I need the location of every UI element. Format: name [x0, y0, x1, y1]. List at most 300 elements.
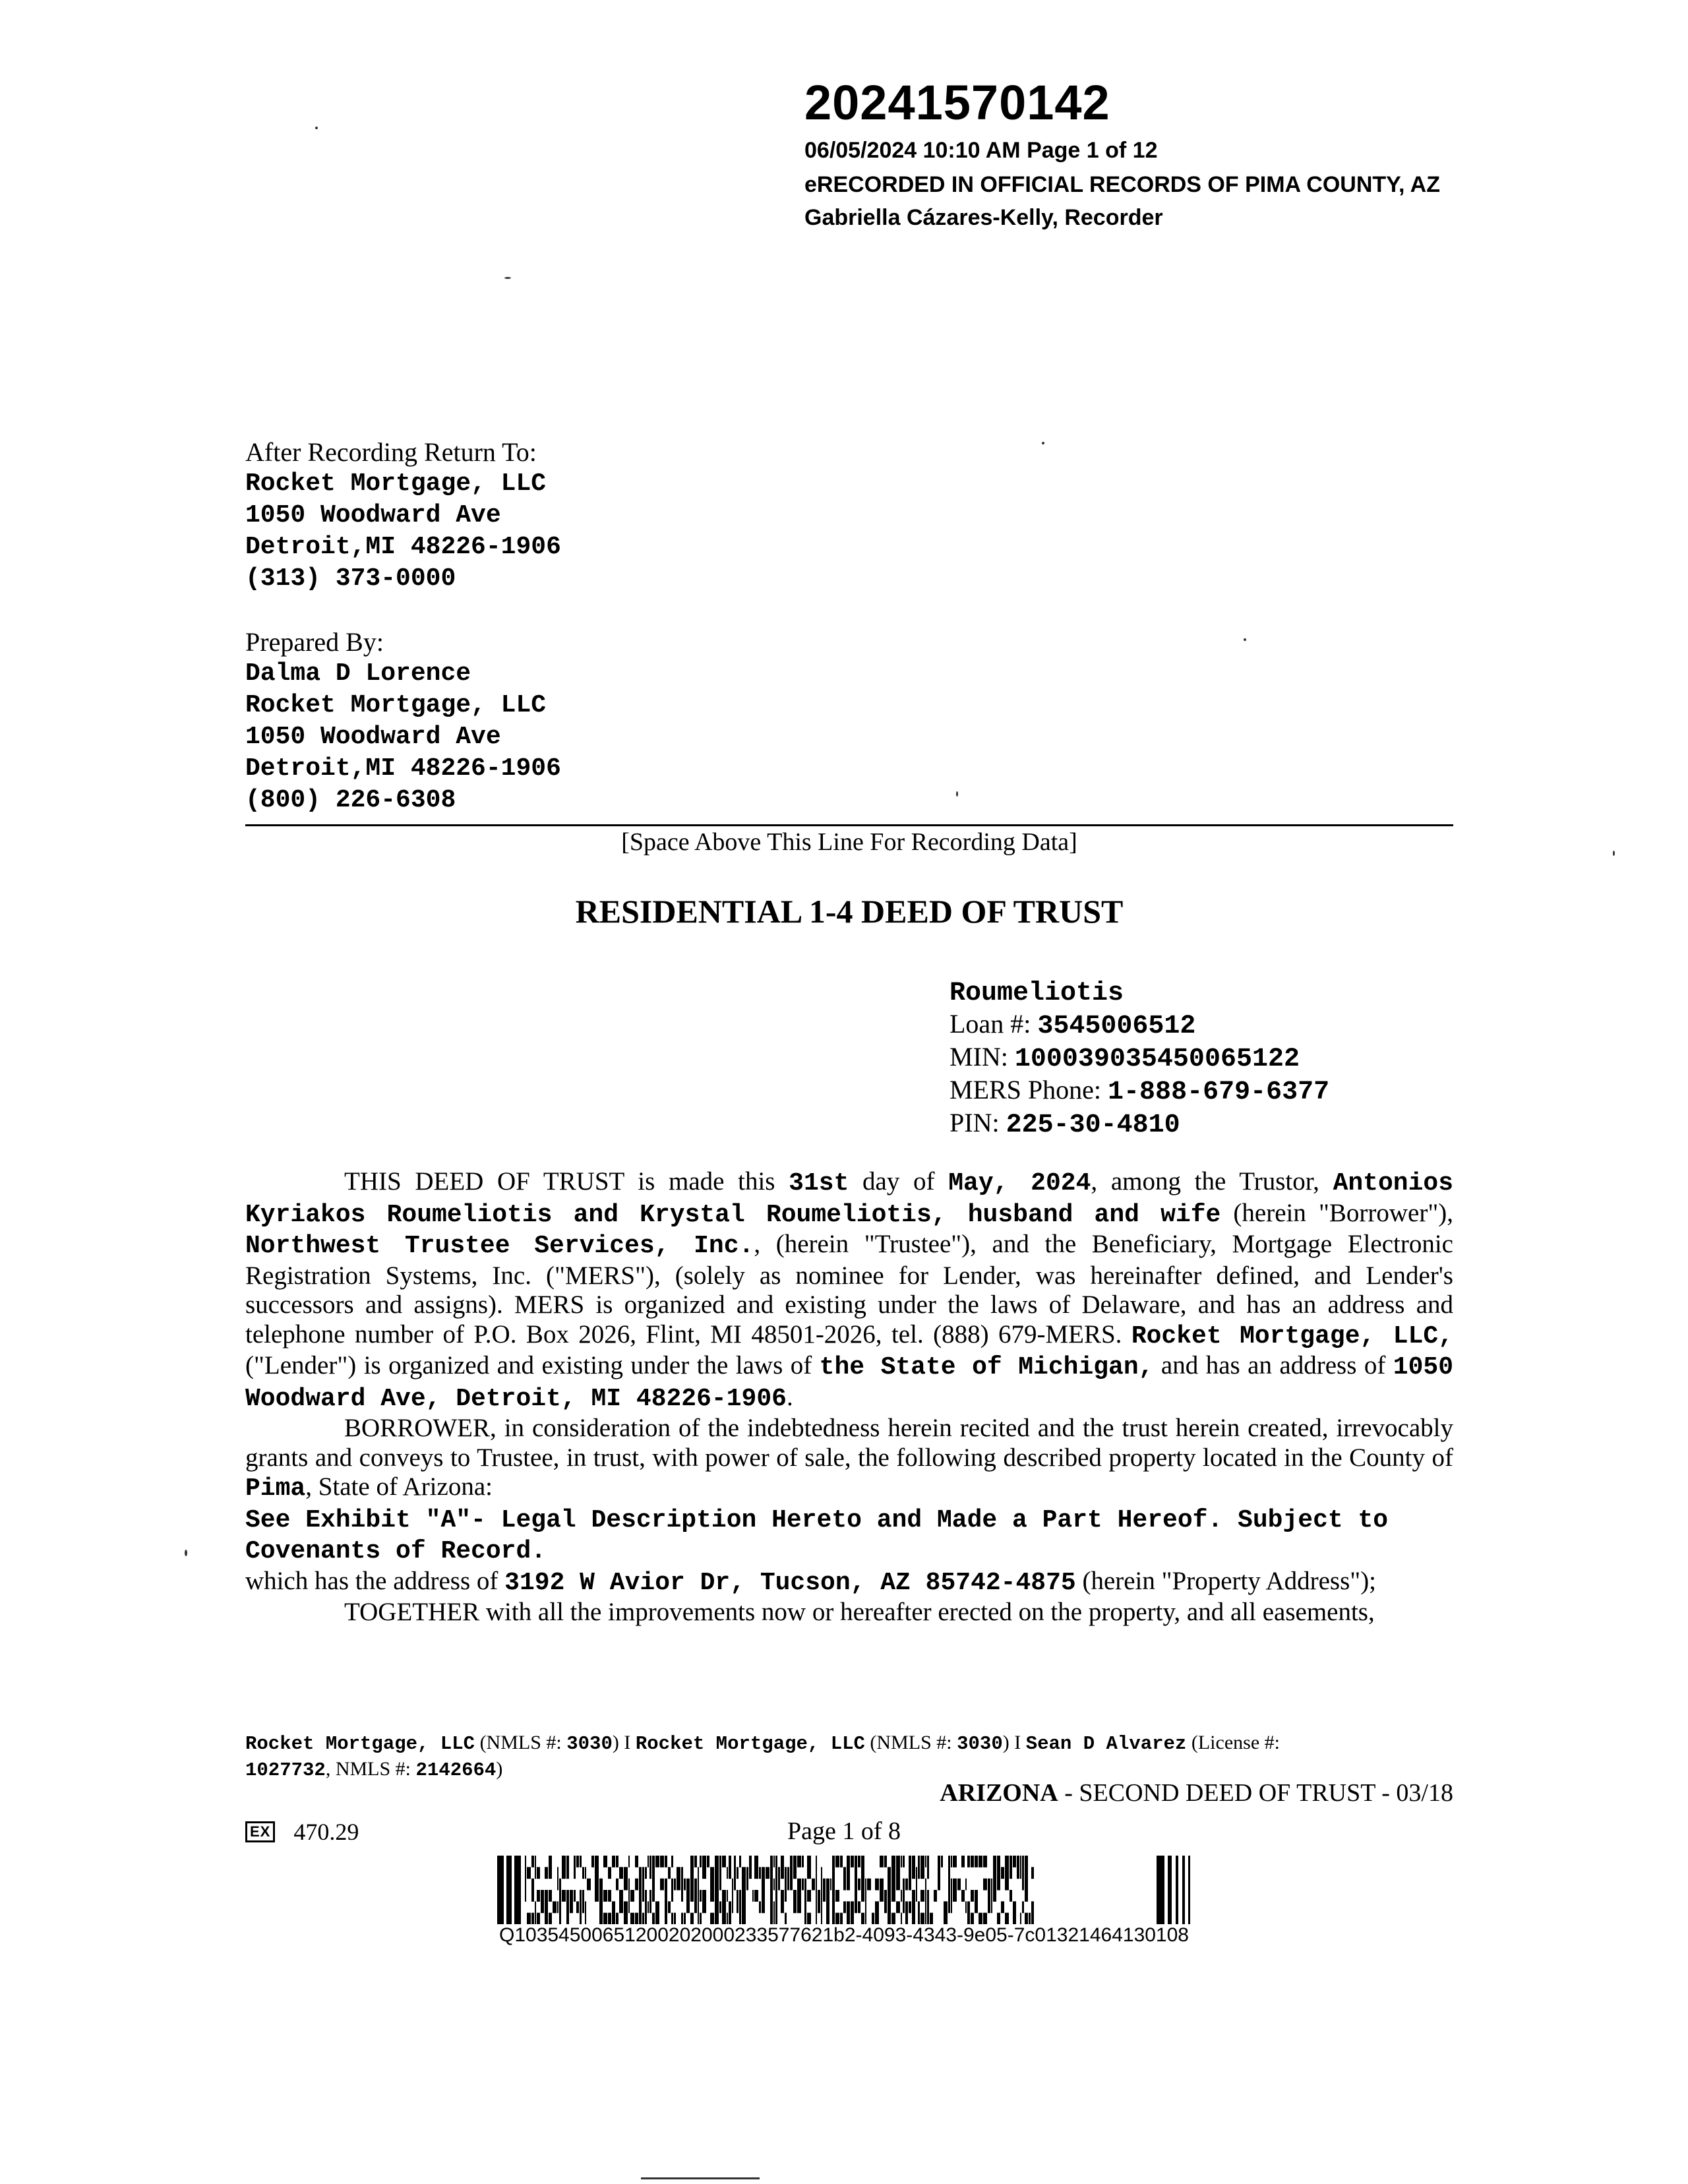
- barcode-bar: [648, 1856, 649, 1867]
- barcode-bar: [818, 1901, 820, 1913]
- barcode-bar: [531, 1890, 534, 1902]
- barcode-bar: [909, 1856, 911, 1867]
- barcode-bar: [775, 1901, 777, 1913]
- barcode-bar: [649, 1890, 651, 1902]
- footer-text: ) I: [612, 1732, 636, 1753]
- barcode-bar: [975, 1890, 978, 1902]
- barcode-bar: [645, 1890, 647, 1902]
- barcode-bar: [719, 1867, 721, 1879]
- barcode-bar: [649, 1867, 651, 1879]
- barcode-bar: [944, 1901, 948, 1913]
- barcode-bar: [997, 1879, 1000, 1891]
- barcode-bar: [951, 1890, 952, 1902]
- barcode-bar: [660, 1879, 664, 1891]
- barcode-bar: [559, 1890, 561, 1902]
- prepared-by-block: [245, 626, 561, 816]
- paragraph-together: TOGETHER with all the improvements now or hereafter erected on the property, and all easements,: [344, 1598, 1375, 1626]
- barcode-bar: [991, 1890, 992, 1902]
- barcode-bar: [630, 1890, 634, 1902]
- barcode-bar: [775, 1867, 777, 1879]
- barcode-bar: [710, 1867, 714, 1879]
- barcode-bar: [1017, 1856, 1019, 1867]
- lender-state: the State of Michigan,: [819, 1353, 1154, 1381]
- body-text: and has an address of: [1153, 1351, 1393, 1380]
- barcode-bar: [1176, 1856, 1178, 1924]
- barcode-bar: [1022, 1901, 1024, 1913]
- barcode-bar: [793, 1856, 797, 1867]
- scan-speck: [185, 1550, 187, 1556]
- barcode-bar: [749, 1867, 752, 1879]
- barcode-bar: [896, 1879, 900, 1891]
- barcode-bar: [1005, 1879, 1009, 1891]
- barcode-bar: [896, 1856, 900, 1867]
- barcode-bar: [993, 1867, 996, 1879]
- barcode-bar: [1188, 1856, 1190, 1924]
- body-text: ("Lender") is organized and existing under the laws of: [245, 1351, 820, 1380]
- barcode-bar: [671, 1879, 673, 1891]
- barcode-bar: [957, 1879, 961, 1891]
- barcode-bar: [690, 1879, 694, 1891]
- barcode-bar: [715, 1901, 719, 1913]
- barcode-bar: [580, 1901, 582, 1913]
- loan-number: 3545006512: [1037, 1012, 1196, 1041]
- barcode-bar: [639, 1901, 642, 1913]
- return-to-line: Rocket Mortgage, LLC: [245, 470, 547, 498]
- barcode-bar: [759, 1867, 761, 1879]
- barcode-bar: [918, 1901, 920, 1913]
- barcode-bar: [739, 1856, 741, 1867]
- barcode-bar: [1010, 1856, 1012, 1867]
- barcode-bar: [847, 1879, 850, 1891]
- barcode-bar: [537, 1890, 540, 1902]
- barcode-bar: [754, 1856, 758, 1867]
- barcode-bar: [537, 1867, 540, 1879]
- barcode-bar: [1022, 1867, 1024, 1879]
- barcode-bar: [570, 1901, 573, 1913]
- loan-officer-name: Sean D Alvarez: [1025, 1733, 1187, 1755]
- barcode-bar: [925, 1901, 926, 1913]
- barcode-bar: [812, 1879, 815, 1891]
- barcode-bar: [855, 1879, 857, 1891]
- barcode-bar: [665, 1901, 667, 1913]
- barcode-bar: [628, 1890, 630, 1902]
- barcode-bar: [804, 1901, 806, 1913]
- barcode-bar: [642, 1867, 644, 1879]
- min-label: MIN:: [950, 1042, 1015, 1072]
- barcode-bar: [909, 1867, 911, 1879]
- barcode-bar: [807, 1856, 811, 1867]
- recording-divider: [245, 824, 1453, 826]
- barcode-bar: [971, 1890, 974, 1902]
- barcode-bar: [826, 1879, 829, 1891]
- barcode-bar: [660, 1856, 664, 1867]
- barcode-bar: [742, 1890, 746, 1902]
- barcode-bar: [927, 1867, 929, 1879]
- barcode-bar: [612, 1901, 615, 1913]
- barcode-bar: [582, 1867, 584, 1879]
- barcode-bar: [624, 1879, 628, 1891]
- barcode-bar: [896, 1867, 900, 1879]
- barcode-bar: [905, 1879, 908, 1891]
- barcode-bar: [635, 1856, 638, 1867]
- barcode-bar: [785, 1890, 787, 1902]
- barcode-bar: [861, 1856, 864, 1867]
- barcode-bar: [635, 1879, 638, 1891]
- barcode-bar: [639, 1879, 642, 1891]
- min-number: 100039035450065122: [1014, 1045, 1300, 1074]
- legal-description: [245, 1504, 1453, 1567]
- barcode-bar: [707, 1856, 709, 1867]
- body-text: BORROWER, in consideration of the indebtedness herein recited and the trust herein created, irrevocably grants and conveys to Trustee, in trust, with power of sale, the following described property located in the County of: [245, 1414, 1453, 1472]
- barcode-bar: [1025, 1879, 1028, 1891]
- barcode-bar: [719, 1856, 721, 1867]
- barcode-bar: [729, 1867, 731, 1879]
- barcode-bar: [671, 1890, 673, 1902]
- barcode-bar: [953, 1856, 957, 1867]
- barcode-bar: [574, 1867, 576, 1879]
- barcode-bar: [722, 1901, 726, 1913]
- barcode-bar: [773, 1856, 775, 1867]
- barcode-bar: [570, 1890, 573, 1902]
- barcode-bar: [1017, 1867, 1019, 1879]
- barcode-bar: [608, 1890, 611, 1902]
- barcode: [497, 1856, 1199, 1924]
- barcode-bar: [762, 1901, 765, 1913]
- document-title: RESIDENTIAL 1-4 DEED OF TRUST: [575, 893, 1124, 930]
- barcode-bar: [1010, 1867, 1012, 1879]
- barcode-bar: [732, 1890, 733, 1902]
- barcode-bar: [781, 1901, 784, 1913]
- ex-value: 470.29: [293, 1819, 359, 1845]
- barcode-bar: [884, 1901, 887, 1913]
- barcode-bar: [948, 1879, 950, 1891]
- barcode-bar: [595, 1867, 599, 1879]
- barcode-bar: [903, 1890, 905, 1902]
- barcode-bar: [1025, 1856, 1028, 1867]
- barcode-bar: [655, 1856, 659, 1867]
- barcode-bar: [785, 1867, 787, 1879]
- barcode-bar: [1025, 1890, 1028, 1902]
- barcode-bar: [901, 1890, 902, 1902]
- barcode-bar: [997, 1856, 1000, 1867]
- barcode-bar: [690, 1856, 694, 1867]
- barcode-bar: [749, 1856, 752, 1867]
- barcode-bar: [901, 1856, 902, 1867]
- barcode-bar: [527, 1867, 531, 1879]
- barcode-bar: [880, 1890, 884, 1902]
- form-identifier: [940, 1778, 1453, 1808]
- recording-datetime: 06/05/2024 10:10 AM Page 1 of 12: [804, 138, 1158, 163]
- barcode-bar: [773, 1879, 775, 1891]
- barcode-bar: [948, 1890, 950, 1902]
- barcode-bar: [781, 1867, 784, 1879]
- barcode-bar: [599, 1879, 603, 1891]
- barcode-bar: [847, 1856, 850, 1867]
- barcode-bar: [967, 1856, 970, 1867]
- barcode-bar: [1182, 1856, 1185, 1924]
- barcode-bar: [770, 1901, 773, 1913]
- barcode-bar: [595, 1856, 599, 1867]
- barcode-bar: [865, 1901, 866, 1913]
- barcode-bar: [961, 1890, 965, 1902]
- barcode-bar: [652, 1879, 655, 1891]
- barcode-bar: [587, 1879, 591, 1891]
- body-text: , (herein "Trustee"), and the Beneficiary, Mortgage Electronic Registration Systems, Inc. ("MERS"), (solely as nominee for Lender, was hereinafter defined, and Lender's successors and assigns). MERS is organized and existing under the laws of Delaware, and has an address and telephone number of P.O. Box 2026, Flint, MI 48501-2026, tel. (888) 679-MERS.: [245, 1230, 1453, 1349]
- barcode-bar: [988, 1890, 990, 1902]
- barcode-bar: [903, 1901, 905, 1913]
- barcode-text: Q10354500651200202000233577621b2-4093-4343-9e05-7c01321464130108: [498, 1924, 1189, 1946]
- barcode-bar: [775, 1890, 777, 1902]
- pin-label: PIN:: [950, 1108, 1006, 1138]
- barcode-bar: [920, 1856, 924, 1867]
- barcode-bar: [867, 1879, 871, 1891]
- month-year-value: May, 2024: [948, 1169, 1091, 1198]
- barcode-bar: [652, 1867, 655, 1879]
- body-text: (herein "Borrower"),: [1221, 1198, 1453, 1227]
- barcode-bar: [698, 1879, 699, 1891]
- barcode-bar: [1157, 1856, 1164, 1924]
- scan-speck: [956, 791, 958, 797]
- barcode-bar: [787, 1867, 789, 1879]
- mers-phone-label: MERS Phone:: [950, 1075, 1108, 1105]
- legal-description-text: See Exhibit "A"- Legal Description Hereto and Made a Part Hereof. Subject to Covenants of Record.: [245, 1505, 1389, 1565]
- recording-number: 20241570142: [804, 75, 1110, 130]
- barcode-bar: [948, 1856, 950, 1867]
- footer-nmls-number: 3030: [566, 1733, 613, 1755]
- barcode-bar: [762, 1890, 765, 1902]
- barcode-bar: [1005, 1867, 1009, 1879]
- barcode-bar: [734, 1867, 736, 1879]
- barcode-bar: [608, 1867, 611, 1879]
- barcode-bar: [580, 1856, 582, 1867]
- barcode-bar: [843, 1879, 846, 1891]
- barcode-bar: [616, 1856, 618, 1867]
- barcode-bar: [816, 1856, 817, 1867]
- barcode-bar: [905, 1901, 908, 1913]
- barcode-bar: [804, 1890, 806, 1902]
- barcode-bar: [909, 1879, 911, 1891]
- barcode-bar: [715, 1856, 719, 1867]
- barcode-bar: [891, 1879, 895, 1891]
- barcode-bar: [858, 1879, 860, 1891]
- barcode-bar: [773, 1901, 775, 1913]
- body-text: .: [786, 1382, 793, 1411]
- barcode-bar: [648, 1901, 649, 1913]
- barcode-bar: [642, 1879, 644, 1891]
- body-text: , State of Arizona:: [305, 1472, 493, 1501]
- barcode-bar: [826, 1890, 829, 1902]
- borrower-names: Antonios Kyriakos Roumeliotis and Krystal Roumeliotis, husband and wife: [245, 1169, 1454, 1229]
- barcode-bar: [690, 1890, 694, 1902]
- barcode-bar: [851, 1856, 854, 1867]
- footer-nmls-number: 3030: [957, 1733, 1003, 1755]
- page-number: Page 1 of 8: [787, 1817, 901, 1845]
- barcode-bar: [595, 1890, 599, 1902]
- barcode-bar: [991, 1901, 992, 1913]
- barcode-bar: [698, 1867, 699, 1879]
- barcode-bar: [514, 1856, 521, 1924]
- barcode-bar: [961, 1856, 965, 1867]
- barcode-bar: [855, 1890, 857, 1902]
- barcode-bar: [802, 1879, 804, 1891]
- barcode-bar: [585, 1901, 586, 1913]
- footer-nmls-number: 2142664: [415, 1759, 497, 1781]
- lender-name: Rocket Mortgage, LLC,: [1131, 1321, 1453, 1350]
- loan-info-block: [950, 976, 1329, 1141]
- barcode-bar: [821, 1879, 822, 1891]
- barcode-bar: [925, 1856, 926, 1867]
- barcode-bar: [1005, 1856, 1009, 1867]
- barcode-bar: [722, 1856, 726, 1867]
- prepared-by-label: Prepared By:: [245, 627, 384, 657]
- barcode-bar: [603, 1856, 607, 1867]
- barcode-bar: [553, 1901, 557, 1913]
- body-text: (herein "Property Address");: [1075, 1566, 1377, 1595]
- barcode-bar: [778, 1879, 780, 1891]
- barcode-bar: [865, 1890, 866, 1902]
- barcode-bar: [649, 1901, 651, 1913]
- footer-text: (NMLS #:: [864, 1732, 957, 1753]
- barcode-bar: [835, 1890, 839, 1902]
- barcode-bar: [525, 1879, 526, 1891]
- barcode-bar: [681, 1867, 683, 1879]
- barcode-bar: [1031, 1901, 1034, 1913]
- barcode-bar: [541, 1901, 544, 1913]
- barcode-bar: [858, 1856, 860, 1867]
- barcode-bar: [585, 1867, 586, 1879]
- barcode-bar: [727, 1867, 728, 1879]
- barcode-bar: [545, 1890, 548, 1902]
- footer-text: ) I: [1002, 1732, 1026, 1753]
- barcode-bar: [938, 1867, 940, 1879]
- barcode-bar: [975, 1856, 978, 1867]
- barcode-bar: [562, 1890, 566, 1902]
- barcode-bar: [821, 1901, 822, 1913]
- paragraph-grant: [245, 1414, 1453, 1504]
- barcode-bar: [535, 1867, 536, 1879]
- barcode-bar: [993, 1890, 996, 1902]
- barcode-bar: [628, 1901, 630, 1913]
- paragraph-address: [245, 1567, 1453, 1598]
- barcode-bar: [559, 1901, 561, 1913]
- form-name: - SECOND DEED OF TRUST - 03/18: [1058, 1779, 1453, 1807]
- barcode-bar: [912, 1856, 915, 1867]
- barcode-bar: [671, 1856, 673, 1867]
- barcode-bar: [927, 1890, 929, 1902]
- barcode-bar: [918, 1856, 920, 1867]
- barcode-bar: [975, 1901, 978, 1913]
- barcode-bar: [832, 1856, 835, 1867]
- barcode-bar: [732, 1901, 733, 1913]
- barcode-bar: [677, 1879, 680, 1891]
- barcode-bar: [818, 1890, 820, 1902]
- barcode-bar: [1031, 1867, 1034, 1879]
- barcode-bar: [754, 1867, 758, 1879]
- trustee-name: Northwest Trustee Services, Inc.: [245, 1232, 754, 1260]
- barcode-bar: [652, 1856, 655, 1867]
- barcode-bar: [875, 1879, 879, 1891]
- barcode-bar: [612, 1856, 615, 1867]
- borrower-surname: Roumeliotis: [950, 979, 1124, 1008]
- barcode-bar: [832, 1879, 835, 1891]
- barcode-bar: [628, 1879, 630, 1891]
- barcode-bar: [531, 1856, 534, 1867]
- deed-body: [245, 1167, 1453, 1627]
- loan-number-label: Loan #:: [950, 1009, 1038, 1039]
- barcode-bar: [826, 1901, 829, 1913]
- barcode-bar: [674, 1879, 676, 1891]
- barcode-bar: [541, 1890, 544, 1902]
- barcode-bar: [766, 1867, 769, 1879]
- scan-speck: [1613, 851, 1615, 856]
- barcode-bar: [891, 1890, 895, 1902]
- barcode-bar: [531, 1879, 534, 1891]
- barcode-bar: [686, 1890, 690, 1902]
- mers-phone: 1-888-679-6377: [1108, 1077, 1330, 1107]
- barcode-bar: [535, 1901, 536, 1913]
- county-name: Pima: [245, 1474, 306, 1503]
- barcode-bar: [920, 1867, 924, 1879]
- barcode-bar: [816, 1901, 817, 1913]
- barcode-bar: [616, 1879, 618, 1891]
- paragraph-parties: [245, 1167, 1453, 1414]
- barcode-bar: [912, 1867, 915, 1879]
- barcode-bar: [557, 1901, 558, 1913]
- barcode-bar: [925, 1879, 926, 1891]
- barcode-bar: [582, 1901, 584, 1913]
- barcode-bar: [1022, 1856, 1024, 1867]
- barcode-bar: [686, 1901, 690, 1913]
- barcode-bar: [797, 1901, 801, 1913]
- barcode-bar: [832, 1867, 835, 1879]
- barcode-bar: [525, 1856, 526, 1867]
- barcode-bar: [591, 1856, 594, 1867]
- barcode-bar: [797, 1856, 801, 1867]
- barcode-bar: [1168, 1856, 1172, 1924]
- barcode-bar: [912, 1901, 915, 1913]
- barcode-bar: [549, 1867, 552, 1879]
- barcode-bar: [807, 1890, 811, 1902]
- footer-text: (License #:: [1186, 1732, 1280, 1753]
- barcode-bar: [759, 1901, 761, 1913]
- barcode-bar: [694, 1901, 697, 1913]
- barcode-bar: [566, 1867, 569, 1879]
- barcode-bar: [991, 1879, 992, 1891]
- barcode-bar: [562, 1856, 566, 1867]
- barcode-bar: [624, 1901, 628, 1913]
- barcode-bar: [595, 1879, 599, 1891]
- prepared-by-line: 1050 Woodward Ave: [245, 723, 501, 751]
- barcode-bar: [1013, 1901, 1016, 1913]
- ex-icon: EX: [245, 1821, 275, 1842]
- barcode-bar: [830, 1879, 831, 1891]
- barcode-bar: [742, 1867, 746, 1879]
- barcode-bar: [770, 1856, 773, 1867]
- footer-company: Rocket Mortgage, LLC: [245, 1733, 475, 1755]
- barcode-bar: [576, 1856, 579, 1867]
- barcode-bar: [979, 1856, 982, 1867]
- barcode-bar: [557, 1867, 558, 1879]
- barcode-bar: [781, 1890, 784, 1902]
- form-state: ARIZONA: [940, 1779, 1058, 1807]
- barcode-bar: [918, 1867, 920, 1879]
- barcode-bar: [965, 1901, 967, 1913]
- barcode-bar: [861, 1879, 864, 1891]
- barcode-bar: [639, 1867, 642, 1879]
- barcode-bar: [790, 1879, 793, 1891]
- barcode-bar: [729, 1856, 731, 1867]
- barcode-bar: [729, 1901, 731, 1913]
